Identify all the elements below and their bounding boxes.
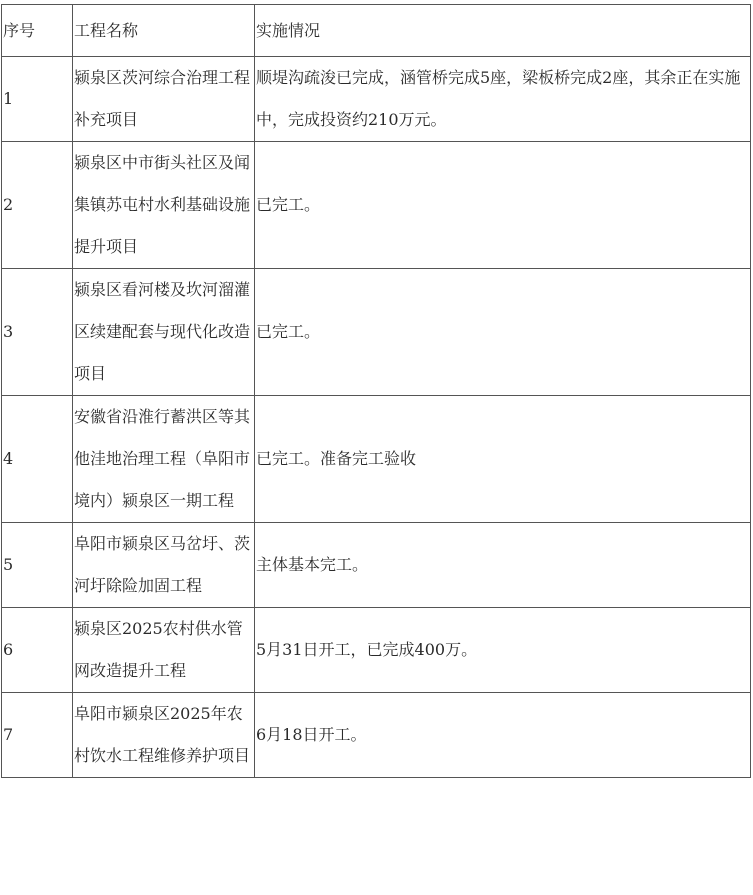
row-project-name: 颍泉区2025农村供水管网改造提升工程 <box>73 608 255 693</box>
row-status: 已完工。 <box>255 269 751 396</box>
row-seq: 5 <box>2 523 73 608</box>
table-header-row <box>2 5 751 57</box>
row-project-name: 阜阳市颍泉区2025年农村饮水工程维修养护项目 <box>73 693 255 778</box>
table-row <box>2 608 751 693</box>
row-status: 6月18日开工。 <box>255 693 751 778</box>
row-seq: 1 <box>2 57 73 142</box>
row-status: 已完工。准备完工验收 <box>255 396 751 523</box>
table-row <box>2 269 751 396</box>
row-project-name: 颍泉区中市街头社区及闻集镇苏屯村水利基础设施提升项目 <box>73 142 255 269</box>
header-name: 工程名称 <box>73 5 255 57</box>
table-row <box>2 523 751 608</box>
table-row <box>2 396 751 523</box>
row-seq: 2 <box>2 142 73 269</box>
row-status: 顺堤沟疏浚已完成，涵管桥完成5座，梁板桥完成2座，其余正在实施中，完成投资约210万元。 <box>255 57 751 142</box>
table-row <box>2 142 751 269</box>
row-project-name: 颍泉区看河楼及坎河溜灌区续建配套与现代化改造项目 <box>73 269 255 396</box>
row-seq: 6 <box>2 608 73 693</box>
row-status: 5月31日开工，已完成400万。 <box>255 608 751 693</box>
row-status: 主体基本完工。 <box>255 523 751 608</box>
header-status: 实施情况 <box>255 5 751 57</box>
row-seq: 3 <box>2 269 73 396</box>
header-seq: 序号 <box>2 5 73 57</box>
row-seq: 4 <box>2 396 73 523</box>
row-seq: 7 <box>2 693 73 778</box>
row-project-name: 安徽省沿淮行蓄洪区等其他洼地治理工程（阜阳市境内）颍泉区一期工程 <box>73 396 255 523</box>
table-row <box>2 57 751 142</box>
row-status: 已完工。 <box>255 142 751 269</box>
projects-table <box>1 4 751 778</box>
table-row <box>2 693 751 778</box>
row-project-name: 阜阳市颍泉区马岔圩、茨河圩除险加固工程 <box>73 523 255 608</box>
row-project-name: 颍泉区茨河综合治理工程补充项目 <box>73 57 255 142</box>
